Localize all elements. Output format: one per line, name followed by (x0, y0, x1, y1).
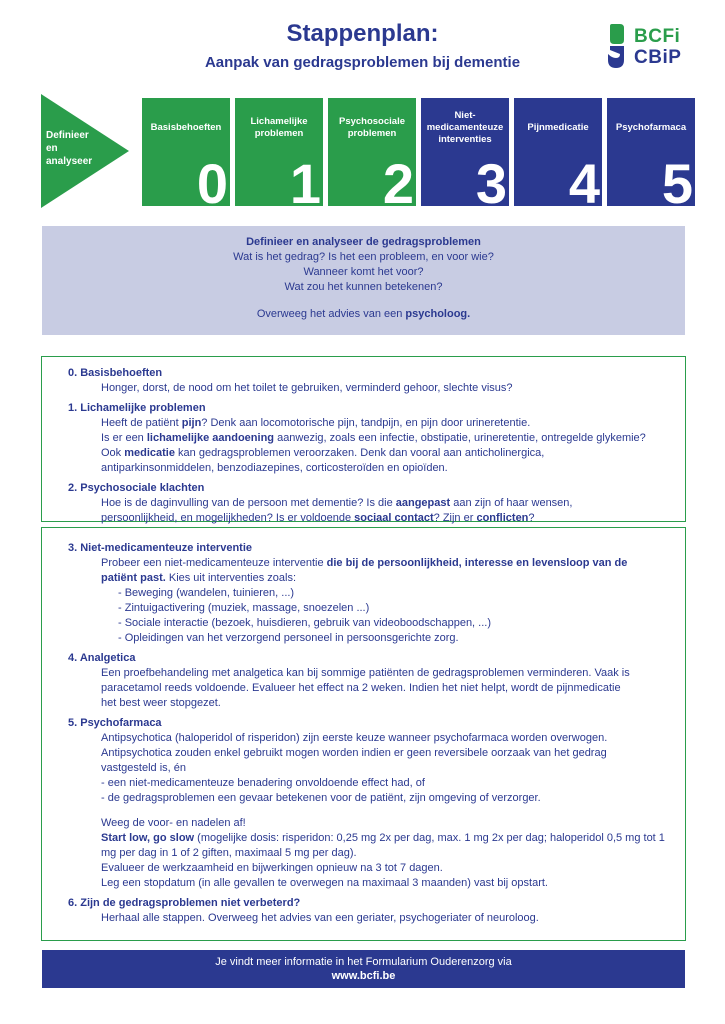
define-question: Wanneer komt het voor? (303, 266, 424, 278)
steps-0-2-content (68, 366, 682, 526)
section-line: antiparkinsonmiddelen, benzodiazepines, corticosteroïden en opioïden. (101, 462, 448, 474)
section-line: Heeft de patiënt pijn? Denk aan locomotorische pijn, tandpijn, en pijn door urineretentie. (101, 417, 531, 429)
step-number: 0 (196, 152, 228, 206)
step-box-1 (235, 98, 323, 206)
section-title-5: 5. Psychofarmaca (68, 717, 162, 729)
step-box-2 (328, 98, 416, 206)
footer-banner (42, 950, 685, 988)
section-line: Ook medicatie kan gedragsproblemen veroorzaken. Denk dan vooral aan anticholinergica, (101, 447, 545, 459)
step-label: Pijnmedicatie (527, 122, 589, 133)
section-title-2: 2. Psychosociale klachten (68, 482, 205, 494)
logo-text-cbip: CBiP (634, 47, 682, 68)
section-line: Hoe is de daginvulling van de persoon met dementie? Is die aangepast aan zijn of haar wensen, (101, 497, 573, 509)
define-title: Definieer en analyseer de gedragsproblemen (246, 236, 481, 248)
section-title-4: 4. Analgetica (68, 652, 136, 664)
section-title-0: 0. Basisbehoeften (68, 367, 163, 379)
page-subtitle: Aanpak van gedragsproblemen bij dementie (204, 54, 521, 71)
bcfi-logo (606, 24, 696, 70)
page-title: Stappenplan: (286, 20, 439, 47)
step-label: Basisbehoeften (150, 122, 222, 133)
section-line: vastgesteld is, én (101, 762, 186, 774)
step-box-0 (142, 98, 230, 206)
step-number: 5 (661, 152, 693, 206)
section-line: Probeer een niet-medicamenteuze interventie die bij de persoonlijkheid, interesse en levensloop van de (101, 557, 628, 569)
section-line: paracetamol reeds voldoende. Evalueer het effect na 2 weken. Indien het niet helpt, wordt de pijnmedicatie (101, 682, 621, 694)
list-item: - Beweging (wandelen, tuinieren, ...) (118, 587, 295, 599)
list-item: - Zintuigactivering (muziek, massage, snoezelen ...) (118, 602, 370, 614)
step-box-3 (421, 98, 509, 206)
step-define-label: Definieer en analyseer (46, 130, 93, 167)
section-line: het best weer stopgezet. (101, 697, 221, 709)
section-line: - de gedragsproblemen een gevaar betekenen voor de patiënt, zijn omgeving of verzorger. (101, 792, 541, 804)
section-text: Herhaal alle stappen. Overweeg het advies van een geriater, psychogeriater of neuroloog. (101, 912, 539, 924)
define-question: Wat is het gedrag? Is het een probleem, en voor wie? (233, 251, 494, 263)
footer-text: Je vindt meer informatie in het Formularium Ouderenzorg via (215, 956, 512, 968)
step-box-4 (514, 98, 602, 206)
step-number: 4 (568, 152, 600, 206)
section-line: Antipsychotica (haloperidol of risperidon) zijn eerste keuze wanneer psychofarmaca worden overwogen. (101, 732, 608, 744)
section-title-6: 6. Zijn de gedragsproblemen niet verbeterd? (68, 897, 301, 909)
step-label: Psychosociale problemen (338, 116, 405, 139)
section-line: Is er een lichamelijke aandoening aanwezig, zoals een infectie, obstipatie, urineretentie, ontregelde glykemie? (101, 432, 646, 444)
step-define-arrow (41, 94, 129, 208)
step-number: 2 (382, 152, 414, 206)
section-line: Leg een stopdatum (in alle gevallen te overwegen na maximaal 3 maanden) vast bij opstart. (101, 877, 548, 889)
steps-3-6-content (68, 541, 696, 926)
section-line: Weeg de voor- en nadelen af! (101, 817, 246, 829)
logo-text-bcfi: BCFi (634, 26, 681, 47)
section-text: Honger, dorst, de nood om het toilet te gebruiken, verminderd gehoor, slechte visus? (101, 382, 513, 394)
step-number: 3 (475, 152, 507, 206)
section-line: mg per dag in 1 of 2 giften, maximaal 5 mg per dag). (101, 847, 357, 859)
step-label: Lichamelijke problemen (250, 116, 308, 139)
step-label: Niet-medicamenteuze interventies (426, 110, 504, 145)
section-line: Evalueer de werkzaamheid en bijwerkingen opnieuw na 3 tot 7 dagen. (101, 862, 443, 874)
section-line: - een niet-medicamenteuze benadering onvoldoende effect had, of (101, 777, 425, 789)
step-box-5 (607, 98, 695, 206)
section-line: persoonlijkheid, en mogelijkheden? Is er voldoende sociaal contact? Zijn er conflicten? (101, 512, 535, 524)
step-label: Psychofarmaca (615, 122, 687, 133)
section-line: patiënt past. Kies uit interventies zoals: (101, 572, 297, 584)
section-line: Start low, go slow (mogelijke dosis: risperidon: 0,25 mg 2x per dag, max. 1 mg 2x per dag; haloperidol 0,5 mg tot 1 (101, 832, 665, 844)
step-number: 1 (289, 152, 321, 206)
define-question: Wat zou het kunnen betekenen? (284, 281, 443, 293)
list-item: - Opleidingen van het verzorgend personeel in persoonsgerichte zorg. (118, 632, 459, 644)
list-item: - Sociale interactie (bezoek, huisdieren, gebruik van videoboodschappen, ...) (118, 617, 492, 629)
section-line: Een proefbehandeling met analgetica kan bij sommige patiënten de gedragsproblemen verminderen. Vaak is (101, 667, 630, 679)
bcfi-logo-mark-icon (606, 24, 628, 68)
define-analyze-box (42, 226, 685, 335)
footer-link[interactable]: www.bcfi.be (331, 970, 396, 982)
section-title-1: 1. Lichamelijke problemen (68, 402, 206, 414)
define-advice: Overweeg het advies van een psycholoog. (256, 308, 471, 320)
section-title-3: 3. Niet-medicamenteuze interventie (68, 542, 253, 554)
section-line: Antipsychotica zouden enkel gebruikt mogen worden indien er geen reversibele oorzaak van het gedrag (101, 747, 607, 759)
